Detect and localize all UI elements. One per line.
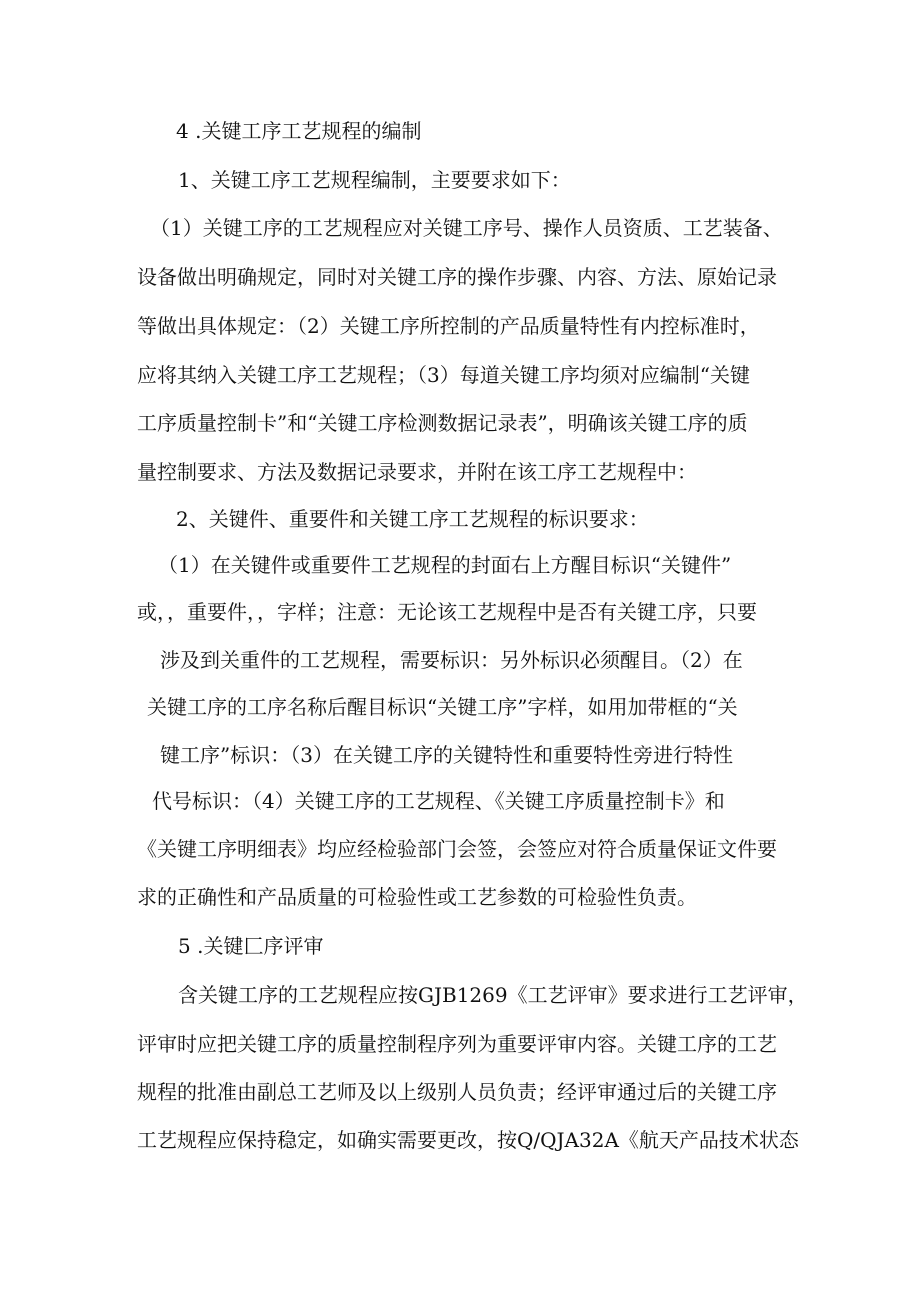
item-2-heading: 2、关键件、重要件和关键工序工艺规程的标识要求： — [176, 507, 649, 531]
body-text-line: 评审时应把关键工序的质量控制程序列为重要评审内容。关键工序的工艺 — [137, 1032, 777, 1056]
body-text-line: 等做出具体规定：（2）关键工序所控制的产品质量特性有内控标准时， — [137, 314, 760, 338]
body-text-line: 量控制要求、方法及数据记录要求，并附在该工序工艺规程中： — [137, 460, 697, 484]
body-text-line: 设备做出明确规定，同时对关键工序的操作步骤、内容、方法、原始记录 — [137, 265, 777, 289]
body-text-line: 或，，重要件，，字样；注意：无论该工艺规程中是否有关键工序，只要 — [137, 600, 757, 624]
body-text-line: 关键工序的工序名称后醒目标识“关键工序”字样，如用加带框的“关 — [147, 695, 738, 719]
section-5-heading: 5 .关键匚序评审 — [178, 934, 324, 958]
body-text-line: 求的正确性和产品质量的可检验性或工艺参数的可检验性负责。 — [137, 885, 697, 909]
section-4-heading: 4 .关键工序工艺规程的编制 — [176, 119, 422, 143]
body-text-line: 含关键工序的工艺规程应按GJB1269《工艺评审》要求进行工艺评审， — [178, 983, 808, 1007]
body-text-line: （1）关键工序的工艺规程应对关键工序号、操作人员资质、工艺装备、 — [150, 216, 783, 240]
item-1-heading: 1、关键工序工艺规程编制，主要要求如下： — [178, 168, 571, 192]
body-text-line: 规程的批准由副总工艺师及以上级别人员负责；经评审通过后的关键工序 — [137, 1080, 777, 1104]
body-text-line: 键工序”标识：（3）在关键工序的关键特性和重要特性旁进行特性 — [160, 743, 733, 767]
body-text-line: 工序质量控制卡”和“关键工序检测数据记录表”，明确该关键工序的质 — [137, 411, 748, 435]
body-text-line: 涉及到关重件的工艺规程，需要标识：另外标识必须醒目。（2）在 — [160, 648, 743, 672]
body-text-line: （1）在关键件或重要件工艺规程的封面右上方醒目标识“关键件” — [158, 553, 732, 577]
body-text-line: 代号标识：（4）关键工序的工艺规程、《关键工序质量控制卡》和 — [152, 789, 725, 813]
body-text-line: 工艺规程应保持稳定，如确实需要更改，按Q/QJA32A《航天产品技术状态 — [137, 1128, 799, 1152]
body-text-line: 《关键工序明细表》均应经检验部门会签，会签应对符合质量保证文件要 — [137, 837, 777, 861]
body-text-line: 应将其纳入关键工序工艺规程；（3）每道关键工序均须对应编制“关键 — [137, 363, 750, 387]
